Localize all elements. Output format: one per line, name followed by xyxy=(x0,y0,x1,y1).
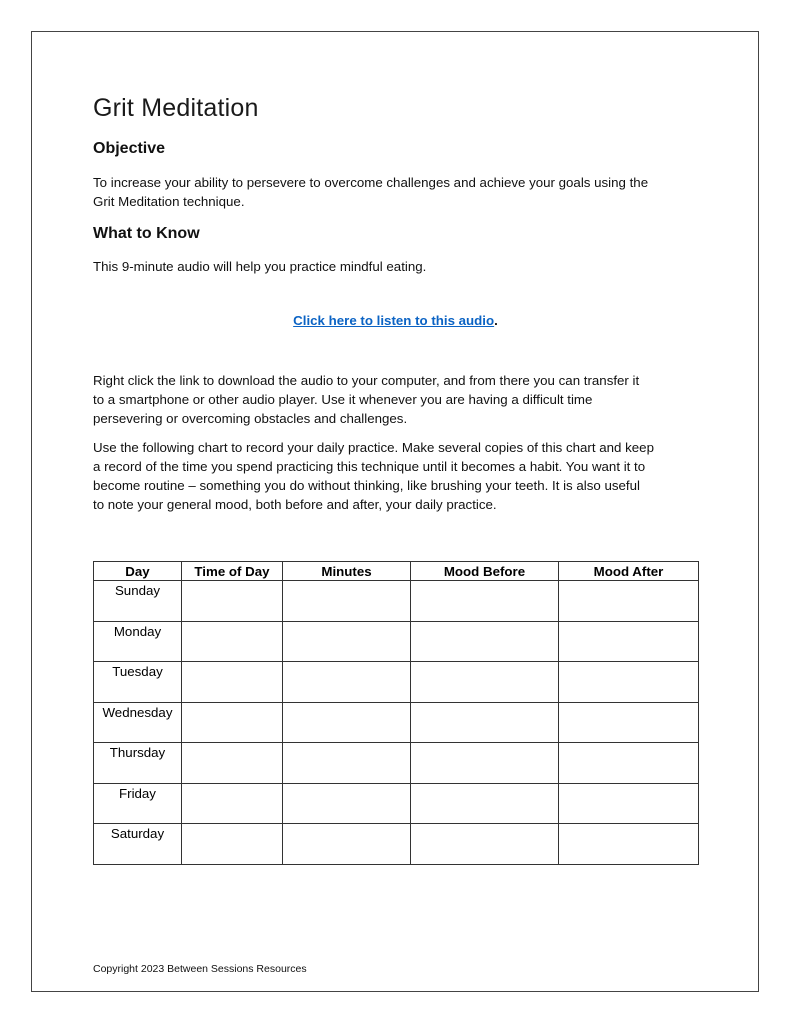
time-of-day-cell[interactable] xyxy=(182,783,283,824)
chart-line-4: to note your general mood, both before and after, your daily practice. xyxy=(93,497,497,512)
download-line-2: to a smartphone or other audio player. Use it whenever you are having a difficult time xyxy=(93,392,593,407)
day-cell: Monday xyxy=(94,621,182,662)
mood-after-cell[interactable] xyxy=(559,783,699,824)
page-title: Grit Meditation xyxy=(93,94,259,122)
what-to-know-heading: What to Know xyxy=(93,225,200,242)
header-minutes: Minutes xyxy=(283,562,411,581)
practice-log-table xyxy=(93,561,699,865)
audio-link-line xyxy=(0,313,791,328)
header-day: Day xyxy=(94,562,182,581)
what-to-know-text: This 9-minute audio will help you practice mindful eating. xyxy=(93,259,427,274)
time-of-day-cell[interactable] xyxy=(182,621,283,662)
mood-before-cell[interactable] xyxy=(411,702,559,743)
day-cell: Tuesday xyxy=(94,662,182,703)
day-cell: Sunday xyxy=(94,581,182,622)
mood-after-cell[interactable] xyxy=(559,702,699,743)
mood-after-cell[interactable] xyxy=(559,621,699,662)
table-row xyxy=(94,621,699,662)
table-row xyxy=(94,662,699,703)
mood-after-cell[interactable] xyxy=(559,824,699,865)
chart-line-3: become routine – something you do without thinking, like brushing your teeth. It is also useful xyxy=(93,478,640,493)
chart-line-1: Use the following chart to record your daily practice. Make several copies of this chart and keep xyxy=(93,440,654,455)
objective-heading: Objective xyxy=(93,140,166,157)
header-mood-after: Mood After xyxy=(559,562,699,581)
time-of-day-cell[interactable] xyxy=(182,662,283,703)
mood-before-cell[interactable] xyxy=(411,581,559,622)
table-row xyxy=(94,581,699,622)
minutes-cell[interactable] xyxy=(283,702,411,743)
header-mood-before: Mood Before xyxy=(411,562,559,581)
mood-after-cell[interactable] xyxy=(559,743,699,784)
mood-before-cell[interactable] xyxy=(411,743,559,784)
mood-before-cell[interactable] xyxy=(411,621,559,662)
minutes-cell[interactable] xyxy=(283,621,411,662)
day-cell: Thursday xyxy=(94,743,182,784)
table-row xyxy=(94,743,699,784)
mood-before-cell[interactable] xyxy=(411,662,559,703)
time-of-day-cell[interactable] xyxy=(182,824,283,865)
download-line-3: persevering or overcoming obstacles and challenges. xyxy=(93,411,408,426)
mood-before-cell[interactable] xyxy=(411,783,559,824)
audio-link-period: . xyxy=(494,313,498,328)
time-of-day-cell[interactable] xyxy=(182,743,283,784)
download-line-1: Right click the link to download the audio to your computer, and from there you can transfer it xyxy=(93,373,640,388)
minutes-cell[interactable] xyxy=(283,824,411,865)
table-header-row xyxy=(94,562,699,581)
day-cell: Wednesday xyxy=(94,702,182,743)
objective-text xyxy=(93,173,703,211)
minutes-cell[interactable] xyxy=(283,581,411,622)
time-of-day-cell[interactable] xyxy=(182,702,283,743)
audio-link[interactable]: Click here to listen to this audio xyxy=(293,313,495,328)
minutes-cell[interactable] xyxy=(283,662,411,703)
chart-instructions xyxy=(93,438,703,514)
day-cell: Saturday xyxy=(94,824,182,865)
objective-text-line-1: To increase your ability to persevere to overcome challenges and achieve your goals using the xyxy=(93,175,649,190)
time-of-day-cell[interactable] xyxy=(182,581,283,622)
mood-before-cell[interactable] xyxy=(411,824,559,865)
copyright-footer: Copyright 2023 Between Sessions Resources xyxy=(93,963,307,975)
header-time-of-day: Time of Day xyxy=(182,562,283,581)
table-row xyxy=(94,783,699,824)
chart-line-2: a record of the time you spend practicing this technique until it becomes a habit. You want it to xyxy=(93,459,646,474)
minutes-cell[interactable] xyxy=(283,783,411,824)
minutes-cell[interactable] xyxy=(283,743,411,784)
table-row xyxy=(94,702,699,743)
mood-after-cell[interactable] xyxy=(559,581,699,622)
mood-after-cell[interactable] xyxy=(559,662,699,703)
download-instructions xyxy=(93,371,703,428)
table-row xyxy=(94,824,699,865)
day-cell: Friday xyxy=(94,783,182,824)
objective-text-line-2: Grit Meditation technique. xyxy=(93,194,245,209)
